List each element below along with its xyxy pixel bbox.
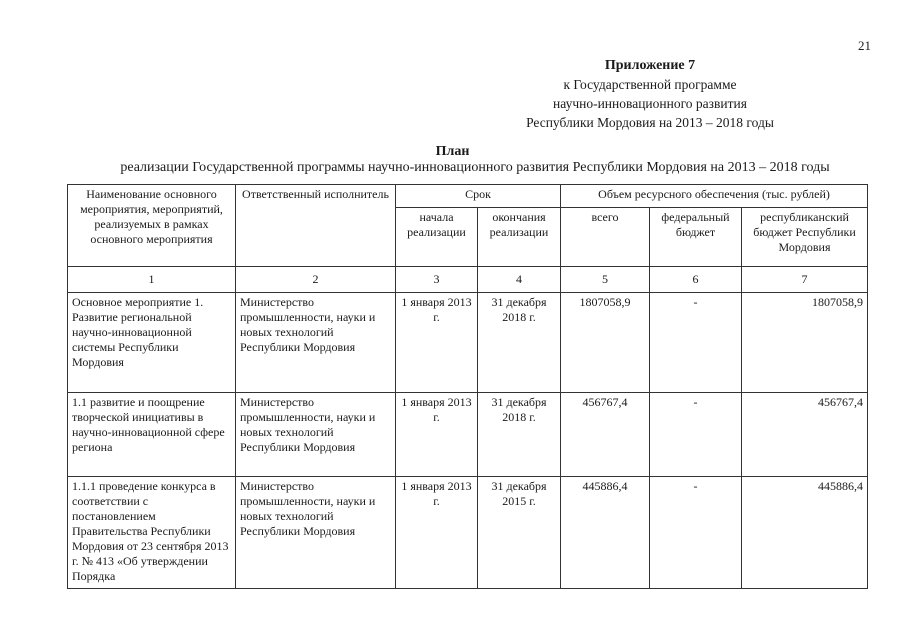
header-resources: Объем ресурсного обеспечения (тыс. рублей) bbox=[561, 185, 868, 208]
row-end: 31 декабря 2015 г. bbox=[478, 477, 561, 589]
row-name: 1.1 развитие и поощрение творческой инициативы в научно-инновационной сфере региона bbox=[68, 393, 236, 477]
table-row bbox=[68, 293, 868, 393]
col-number-4: 4 bbox=[478, 267, 561, 293]
row-name: 1.1.1 проведение конкурса в соответствии с постановлением Правительства Республики Мордовия от 23 сентября 2013 г. № 413 «Об утверждении Порядка bbox=[68, 477, 236, 589]
row-executor: Министерство промышленности, науки и новых технологий Республики Мордовия bbox=[236, 477, 396, 589]
header-term: Срок bbox=[396, 185, 561, 208]
header-term-start: начала реализации bbox=[396, 208, 478, 267]
appendix-line-1: к Государственной программе bbox=[563, 77, 737, 92]
plan-title: План bbox=[435, 144, 470, 159]
row-executor: Министерство промышленности, науки и новых технологий Республики Мордовия bbox=[236, 293, 396, 393]
row-federal: - bbox=[650, 477, 742, 589]
row-republican: 1807058,9 bbox=[742, 293, 868, 393]
row-total: 1807058,9 bbox=[561, 293, 650, 393]
row-federal: - bbox=[650, 293, 742, 393]
appendix-line-2: научно-инновационного развития bbox=[553, 96, 747, 111]
row-total: 445886,4 bbox=[561, 477, 650, 589]
header-term-end: окончания реализации bbox=[478, 208, 561, 267]
col-number-1: 1 bbox=[68, 267, 236, 293]
row-republican: 456767,4 bbox=[742, 393, 868, 477]
row-republican: 445886,4 bbox=[742, 477, 868, 589]
plan-table bbox=[67, 184, 868, 589]
row-federal: - bbox=[650, 393, 742, 477]
row-end: 31 декабря 2018 г. bbox=[478, 393, 561, 477]
header-total: всего bbox=[561, 208, 650, 267]
plan-subtitle: реализации Государственной программы научно-инновационного развития Республики Мордовия на 2013 – 2018 годы bbox=[120, 160, 830, 175]
appendix-line-3: Республики Мордовия на 2013 – 2018 годы bbox=[526, 115, 774, 130]
col-number-3: 3 bbox=[396, 267, 478, 293]
row-start: 1 января 2013 г. bbox=[396, 477, 478, 589]
header-federal: федеральный бюджет bbox=[650, 208, 742, 267]
table-row bbox=[68, 393, 868, 477]
row-executor: Министерство промышленности, науки и новых технологий Республики Мордовия bbox=[236, 393, 396, 477]
header-name: Наименование основного мероприятия, мероприятий, реализуемых в рамках основного мероприятия bbox=[68, 185, 236, 267]
row-name: Основное мероприятие 1. Развитие региональной научно-инновационной системы Республики Мордовия bbox=[68, 293, 236, 393]
row-start: 1 января 2013 г. bbox=[396, 293, 478, 393]
header-republican: республиканский бюджет Республики Мордовия bbox=[742, 208, 868, 267]
appendix-title: Приложение 7 bbox=[604, 58, 696, 73]
header-row-1 bbox=[68, 185, 868, 208]
page-number: 21 bbox=[858, 38, 871, 53]
column-number-row bbox=[68, 267, 868, 293]
row-start: 1 января 2013 г. bbox=[396, 393, 478, 477]
col-number-6: 6 bbox=[650, 267, 742, 293]
col-number-5: 5 bbox=[561, 267, 650, 293]
col-number-7: 7 bbox=[742, 267, 868, 293]
appendix-block bbox=[490, 56, 810, 132]
row-end: 31 декабря 2018 г. bbox=[478, 293, 561, 393]
header-executor: Ответственный исполнитель bbox=[236, 185, 396, 267]
table-row bbox=[68, 477, 868, 589]
col-number-2: 2 bbox=[236, 267, 396, 293]
row-total: 456767,4 bbox=[561, 393, 650, 477]
